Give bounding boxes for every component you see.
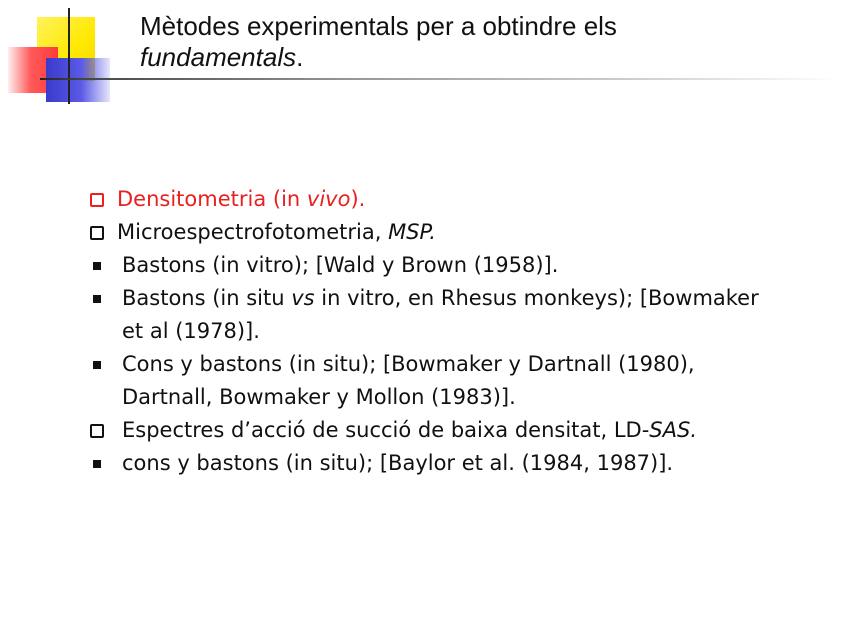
decorative-logo — [0, 0, 130, 110]
title-line-1: Mètodes experimentals per a obtindre els — [140, 11, 617, 41]
title-underline — [40, 78, 840, 80]
title-line-2 — [140, 42, 617, 73]
list-item-msp — [88, 216, 828, 249]
list-item-espectres — [88, 414, 828, 447]
title-period: . — [296, 42, 304, 72]
vertical-rule — [68, 8, 70, 104]
slide-body — [88, 183, 828, 480]
slide-title — [140, 11, 617, 73]
list-item-text: Bastons (in vitro); [Wald y Brown (1958)]. — [122, 253, 559, 277]
checkbox-icon — [88, 183, 117, 216]
checkbox-icon — [88, 414, 122, 447]
list-item-bastons-vitro — [88, 249, 828, 282]
checkbox-icon — [88, 216, 117, 249]
square-bullet-icon — [88, 348, 122, 381]
list-item-cons-bastons — [88, 348, 828, 414]
list-item-text: cons y bastons (in situ); [Baylor et al. (1984, 1987)]. — [122, 451, 674, 475]
title-italic-word: fundamentals — [140, 42, 297, 72]
blue-square — [46, 58, 110, 102]
square-bullet-icon — [88, 249, 122, 282]
list-item-text: Densitometria (in vivo). — [117, 187, 366, 211]
list-item-text: Espectres d’acció de succió de baixa densitat, LD-SAS. — [122, 418, 697, 442]
square-bullet-icon — [88, 282, 122, 315]
list-item-baylor — [88, 447, 828, 480]
list-item-text: Bastons (in situ vs in vitro, en Rhesus monkeys); [Bowmaker et al (1978)]. — [122, 286, 759, 343]
list-item-bastons-situ — [88, 282, 828, 348]
list-item-densitometria — [88, 183, 828, 216]
list-item-text: Microespectrofotometria, MSP. — [117, 220, 436, 244]
square-bullet-icon — [88, 447, 122, 480]
list-item-text: Cons y bastons (in situ); [Bowmaker y Dartnall (1980), Dartnall, Bowmaker y Mollon (1983)]. — [122, 352, 695, 409]
